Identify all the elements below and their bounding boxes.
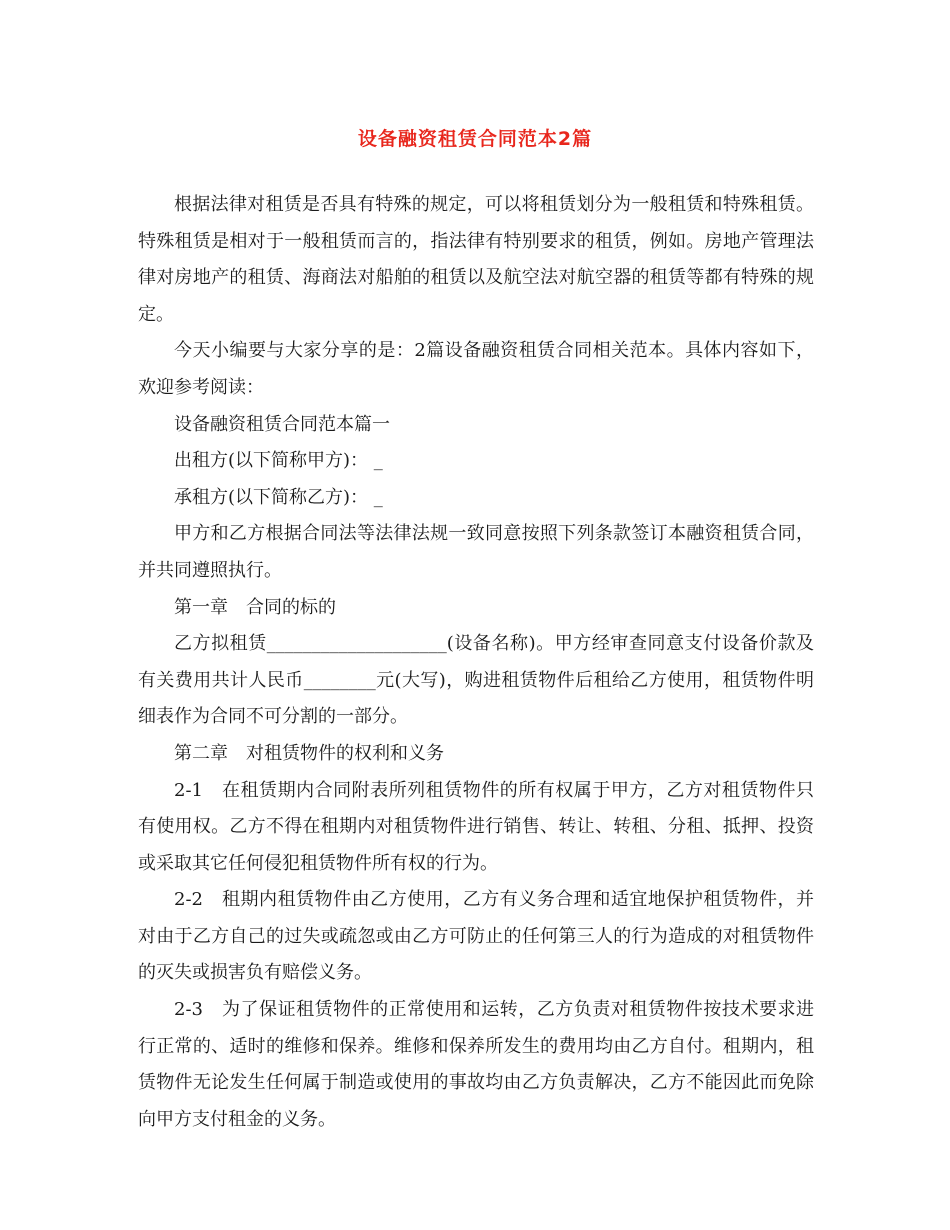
chapter-2-heading: 第二章 对租赁物件的权利和义务: [174, 742, 444, 764]
paragraph-lessor: 出租方(以下简称甲方)： _: [174, 450, 383, 472]
paragraph-share: 今天小编要与大家分享的是：2篇设备融资租赁合同相关范本。具体内容如下，欢迎参考阅读：: [138, 340, 814, 398]
clause-2-2: 2-2 租期内租赁物件由乙方使用，乙方有义务合理和适宜地保护租赁物件，并对由于乙方自己的过失或疏忽或由乙方可防止的任何第三人的行为造成的对租赁物件的灭失或损害负有赔偿义务。: [138, 889, 814, 984]
paragraph-intro: 根据法律对租赁是否具有特殊的规定，可以将租赁划分为一般租赁和特殊租赁。特殊租赁是相对于一般租赁而言的，指法律有特别要求的租赁，例如。房地产管理法律对房地产的租赁、海商法对船舶的租赁以及航空法对航空器的租赁等都有特殊的规定。: [138, 194, 814, 325]
clause-2-3: 2-3 为了保证租赁物件的正常使用和运转，乙方负责对租赁物件按技术要求进行正常的、适时的维修和保养。维修和保养所发生的费用均由乙方自付。租期内，租赁物件无论发生任何属于制造或使用的事故均由乙方负责解决，乙方不能因此而免除向甲方支付租金的义务。: [138, 999, 814, 1130]
clause-2-1: 2-1 在租赁期内合同附表所列租赁物件的所有权属于甲方，乙方对租赁物件只有使用权。乙方不得在租期内对租赁物件进行销售、转让、转租、分租、抵押、投资或采取其它任何侵犯租赁物件所有权的行为。: [138, 779, 814, 874]
paragraph-lessee: 承租方(以下简称乙方)： _: [174, 486, 383, 508]
document-title: 设备融资租赁合同范本2篇: [357, 128, 593, 150]
paragraph-agreement: 甲方和乙方根据合同法等法律法规一致同意按照下列条款签订本融资租赁合同，并共同遵照执行。: [138, 523, 814, 581]
paragraph-subject: 乙方拟租赁____________________(设备名称)。甲方经审查同意支付设备价款及有关费用共计人民币________元(大写)，购进租赁物件后租给乙方使用，租赁物件明细表作为合同不可分割的一部分。: [138, 633, 814, 728]
chapter-1-heading: 第一章 合同的标的: [174, 596, 336, 618]
document-body: [138, 187, 814, 1138]
paragraph-sample-heading: 设备融资租赁合同范本篇一: [174, 413, 390, 435]
